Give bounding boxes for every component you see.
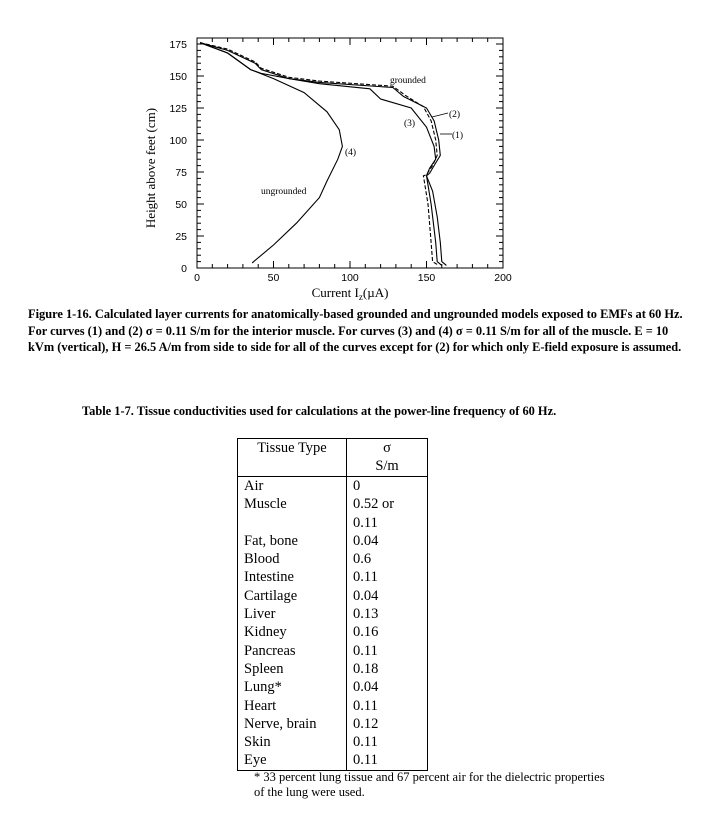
figure-caption: Figure 1-16. Calculated layer currents for anatomically-based grounded and ungrounded models exposed to EMFs at 60 Hz. For curves (1) and (2) σ = 0.11 S/m for the interior muscle. For curves (3) and (4) σ = 0.11 S/m for all of the muscle. E = 10 kVm (vertical), H = 26.5 A/m from side to side for all of the curves except for (2) for which only E-field exposure is assumed. (28, 307, 683, 354)
conductivity-cell: 0.52 or 0.11 (347, 495, 428, 532)
y-tick-label: 0 (181, 263, 187, 275)
x-tick-label: 150 (417, 272, 436, 284)
table-caption: Table 1-7. Tissue conductivities used for calculations at the power-line frequency of 60 Hz. (82, 404, 557, 418)
tissue-cell: Kidney (238, 623, 347, 641)
annotation-curve-4: (4) (345, 148, 357, 158)
figure-chart (0, 0, 706, 300)
table-row (238, 715, 428, 733)
conductivity-cell: 0.13 (347, 605, 428, 623)
table-row (238, 678, 428, 696)
annotation-curve-1: (1) (452, 131, 464, 141)
tissue-cell: Nerve, brain (238, 715, 347, 733)
y-axis-label: Height above feet (cm) (143, 107, 158, 229)
table-row (238, 751, 428, 770)
tissue-cell: Heart (238, 697, 347, 715)
conductivity-cell: 0.04 (347, 532, 428, 550)
tissue-cell: Lung* (238, 678, 347, 696)
annotation-curve-3: (3) (404, 119, 416, 129)
table-row (238, 477, 428, 496)
leader-line-2 (432, 113, 448, 117)
table-row (238, 605, 428, 623)
conductivity-cell: 0.11 (347, 642, 428, 660)
tissue-cell: Eye (238, 751, 347, 770)
x-tick-label: 100 (341, 272, 359, 284)
table-row (238, 532, 428, 550)
table-row (238, 660, 428, 678)
conductivity-cell: 0.6 (347, 550, 428, 568)
x-tick-label: 50 (267, 272, 280, 284)
table-row (238, 550, 428, 568)
tissue-cell: Spleen (238, 660, 347, 678)
conductivity-cell: 0.04 (347, 678, 428, 696)
conductivity-cell: 0.12 (347, 715, 428, 733)
annotation-ungrounded: ungrounded (261, 187, 307, 197)
conductivity-cell: 0.11 (347, 568, 428, 586)
table-row (238, 568, 428, 586)
y-tick-label: 50 (175, 199, 187, 211)
header-tissue-type: Tissue Type (238, 439, 347, 477)
conductivity-cell: 0.11 (347, 697, 428, 715)
x-tick-label: 200 (494, 272, 512, 284)
conductivity-cell: 0 (347, 477, 428, 496)
header-sigma: σ S/m (347, 439, 428, 477)
conductivity-cell: 0.11 (347, 733, 428, 751)
conductivity-cell: 0.04 (347, 587, 428, 605)
table-footnote: * 33 percent lung tissue and 67 percent air for the dielectric properties of the lung were used. (254, 770, 605, 799)
table-row (238, 623, 428, 641)
conductivity-cell: 0.18 (347, 660, 428, 678)
y-tick-label: 100 (169, 135, 187, 147)
table-row (238, 733, 428, 751)
y-tick-label: 125 (169, 103, 187, 115)
conductivity-cell: 0.16 (347, 623, 428, 641)
table-row (238, 697, 428, 715)
y-tick-label: 25 (175, 231, 187, 243)
x-axis-label: Current $I_z(\mu A)$ (311, 285, 389, 300)
tissue-cell: Pancreas (238, 642, 347, 660)
tissue-cell: Muscle (238, 495, 347, 532)
tissue-conductivity-table (237, 438, 428, 771)
y-tick-label: 150 (169, 71, 187, 83)
x-tick-label: 0 (194, 272, 200, 284)
tissue-cell: Liver (238, 605, 347, 623)
y-tick-label: 175 (169, 39, 187, 51)
tissue-cell: Blood (238, 550, 347, 568)
tissue-cell: Skin (238, 733, 347, 751)
tissue-cell: Air (238, 477, 347, 496)
table-row (238, 642, 428, 660)
annotation-grounded: grounded (390, 76, 426, 86)
conductivity-cell: 0.11 (347, 751, 428, 770)
y-tick-label: 75 (175, 167, 187, 179)
tissue-cell: Intestine (238, 568, 347, 586)
annotation-curve-2: (2) (449, 110, 461, 120)
tissue-cell: Fat, bone (238, 532, 347, 550)
tissue-cell: Cartilage (238, 587, 347, 605)
table-row (238, 495, 428, 532)
table-row (238, 587, 428, 605)
